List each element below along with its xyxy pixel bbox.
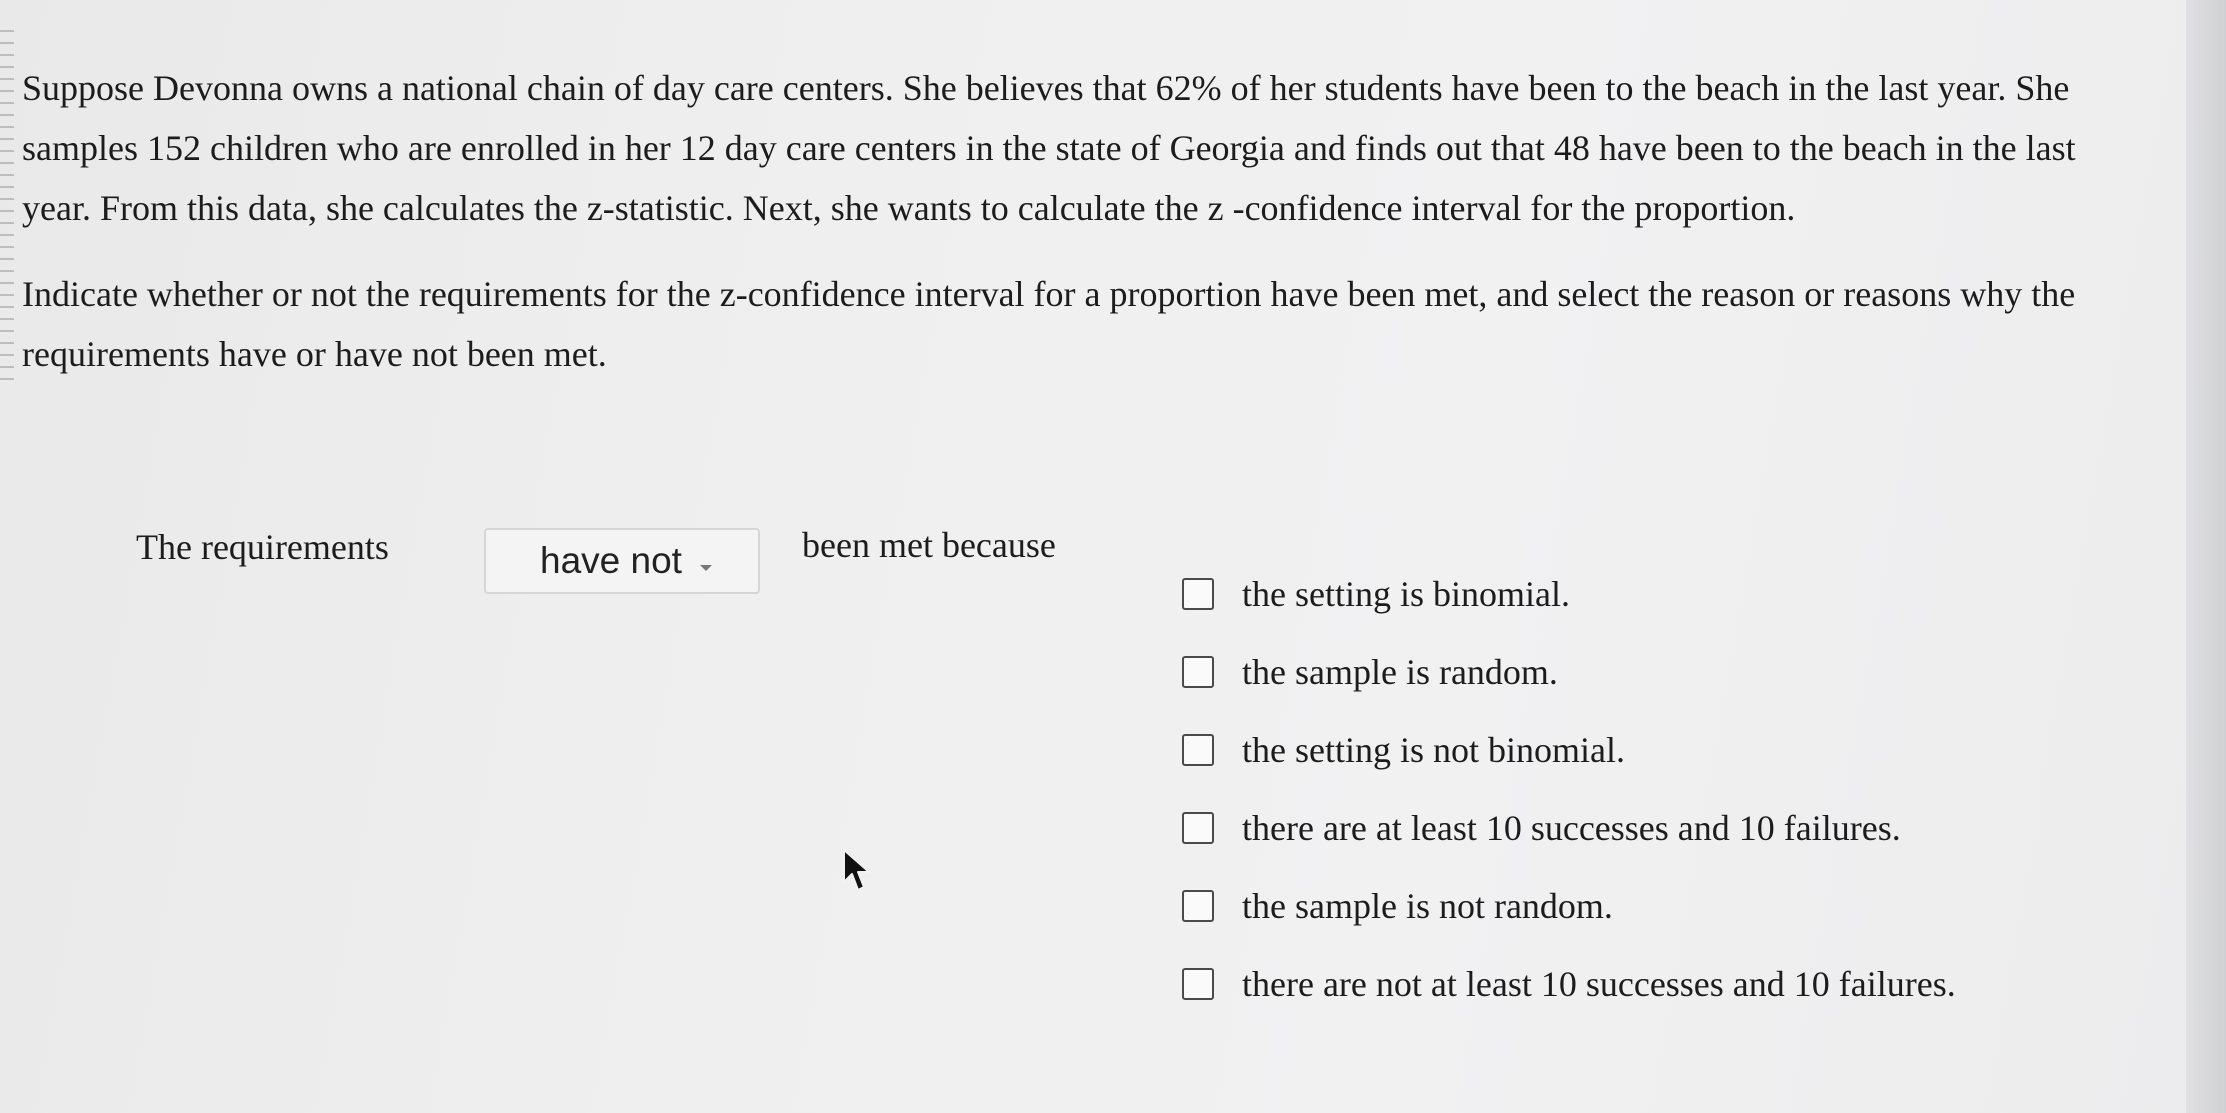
option-sample-not-random[interactable] bbox=[1182, 867, 1956, 945]
option-label: there are at least 10 successes and 10 failures. bbox=[1242, 808, 1901, 848]
option-label: there are not at least 10 successes and 10 failures. bbox=[1242, 964, 1956, 1004]
checkbox[interactable] bbox=[1182, 968, 1214, 1000]
margin-marks bbox=[0, 30, 14, 390]
option-setting-binomial[interactable] bbox=[1182, 555, 1956, 633]
requirements-label: The requirements bbox=[136, 527, 389, 567]
checkbox[interactable] bbox=[1182, 656, 1214, 688]
question-text bbox=[22, 58, 2152, 384]
dropdown-selected-value: have not bbox=[540, 540, 682, 581]
chevron-down-icon bbox=[700, 565, 712, 571]
option-label: the sample is not random. bbox=[1242, 886, 1613, 926]
mouse-pointer-icon bbox=[842, 848, 872, 894]
checkbox[interactable] bbox=[1182, 578, 1214, 610]
page-edge bbox=[2186, 0, 2226, 1113]
option-label: the sample is random. bbox=[1242, 652, 1558, 692]
option-sample-random[interactable] bbox=[1182, 633, 1956, 711]
option-label: the setting is not binomial. bbox=[1242, 730, 1625, 770]
option-label: the setting is binomial. bbox=[1242, 574, 1570, 614]
option-setting-not-binomial[interactable] bbox=[1182, 711, 1956, 789]
option-at-least-10[interactable] bbox=[1182, 789, 1956, 867]
reason-options bbox=[1182, 555, 1956, 1023]
been-met-label: been met because bbox=[802, 525, 1056, 565]
checkbox[interactable] bbox=[1182, 734, 1214, 766]
requirements-dropdown[interactable] bbox=[484, 528, 760, 594]
question-paragraph-2: Indicate whether or not the requirements for the z-confidence interval for a proportion have been met, and select the reason or reasons why the requirements have or have not been met. bbox=[22, 274, 2076, 374]
checkbox[interactable] bbox=[1182, 812, 1214, 844]
question-paragraph-1: Suppose Devonna owns a national chain of day care centers. She believes that 62% of her students have been to the beach in the last year. She samples 152 children who are enrolled in her 12 day care centers in the state of Georgia and finds out that 48 have been to the beach in the last year. From this data, she calculates the z-statistic. Next, she wants to calculate the z -confidence interval for the proportion. bbox=[22, 68, 2076, 228]
option-not-at-least-10[interactable] bbox=[1182, 945, 1956, 1023]
checkbox[interactable] bbox=[1182, 890, 1214, 922]
